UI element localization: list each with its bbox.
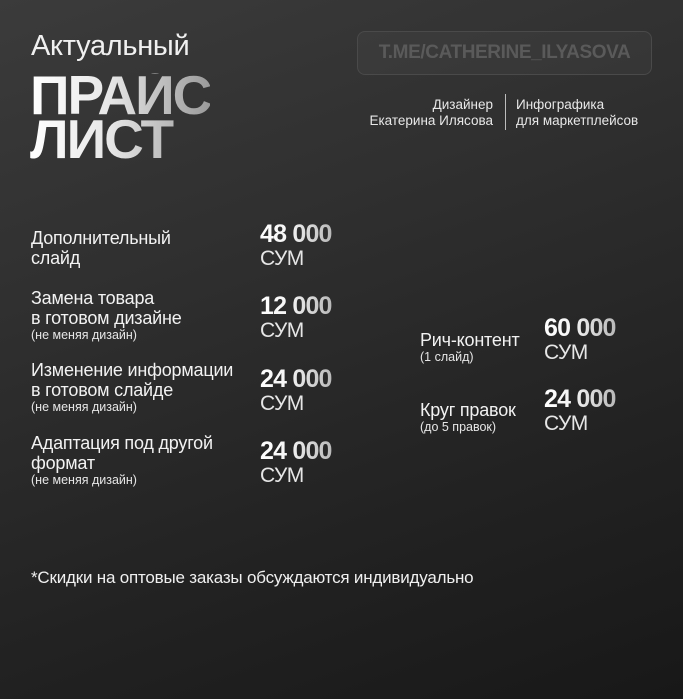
price-amount: 60 000 — [544, 314, 616, 342]
item-label-line: слайд — [31, 248, 81, 268]
price-item-label — [420, 400, 516, 434]
price-item-value — [544, 386, 616, 436]
item-label-line: Дополнительный — [31, 228, 171, 248]
price-item-label — [31, 228, 171, 268]
item-label-line: Рич-контент — [420, 330, 520, 350]
price-amount: 48 000 — [260, 220, 332, 248]
price-item-value — [544, 315, 616, 365]
price-item-label — [420, 330, 520, 364]
price-item-label — [31, 433, 213, 487]
price-amount: 12 000 — [260, 292, 332, 320]
telegram-link-button[interactable] — [357, 31, 652, 75]
price-currency: СУМ — [544, 412, 588, 435]
discount-footnote: *Скидки на оптовые заказы обсуждаются индивидуально — [31, 568, 474, 587]
service-description — [516, 97, 638, 129]
price-currency: СУМ — [260, 319, 304, 342]
price-currency: СУМ — [260, 464, 304, 487]
designer-name: Екатерина Илясова — [369, 113, 493, 128]
designer-role: Дизайнер — [432, 97, 493, 112]
title-line-2: ЛИСТ — [30, 108, 173, 170]
price-item-value — [260, 221, 332, 271]
item-label-line: Изменение информации — [31, 360, 234, 380]
item-note: (1 слайд) — [420, 350, 474, 364]
price-currency: СУМ — [260, 392, 304, 415]
price-currency: СУМ — [260, 247, 304, 270]
item-note: (не меняя дизайн) — [31, 400, 137, 414]
service-line-1: Инфографика — [516, 97, 605, 112]
title-line-1: ПРАЙС — [30, 64, 211, 126]
price-currency: СУМ — [544, 341, 588, 364]
kicker-text: Актуальный — [31, 30, 190, 62]
item-label-line: Замена товара — [31, 288, 155, 308]
item-label-line: Адаптация под другой — [31, 433, 213, 453]
price-item-label — [31, 288, 182, 342]
price-item-value — [260, 293, 332, 343]
price-amount: 24 000 — [260, 365, 332, 393]
item-label-line: в готовом дизайне — [31, 308, 182, 328]
designer-credit — [369, 97, 493, 129]
price-item-label — [31, 360, 233, 414]
item-label-line: формат — [31, 453, 95, 473]
service-line-2: для маркетплейсов — [516, 113, 639, 128]
telegram-link-text: T.ME/CATHERINE_ILYASOVA — [378, 42, 631, 63]
price-item-value — [260, 366, 332, 416]
page-title — [30, 64, 211, 170]
item-label-line: в готовом слайде — [31, 380, 174, 400]
header-divider — [505, 94, 506, 130]
price-amount: 24 000 — [544, 385, 616, 413]
item-note: (не меняя дизайн) — [31, 473, 137, 487]
item-note: (до 5 правок) — [420, 420, 497, 434]
item-label-line: Круг правок — [420, 400, 516, 420]
price-amount: 24 000 — [260, 437, 332, 465]
item-note: (не меняя дизайн) — [31, 328, 137, 342]
price-item-value — [260, 438, 332, 488]
